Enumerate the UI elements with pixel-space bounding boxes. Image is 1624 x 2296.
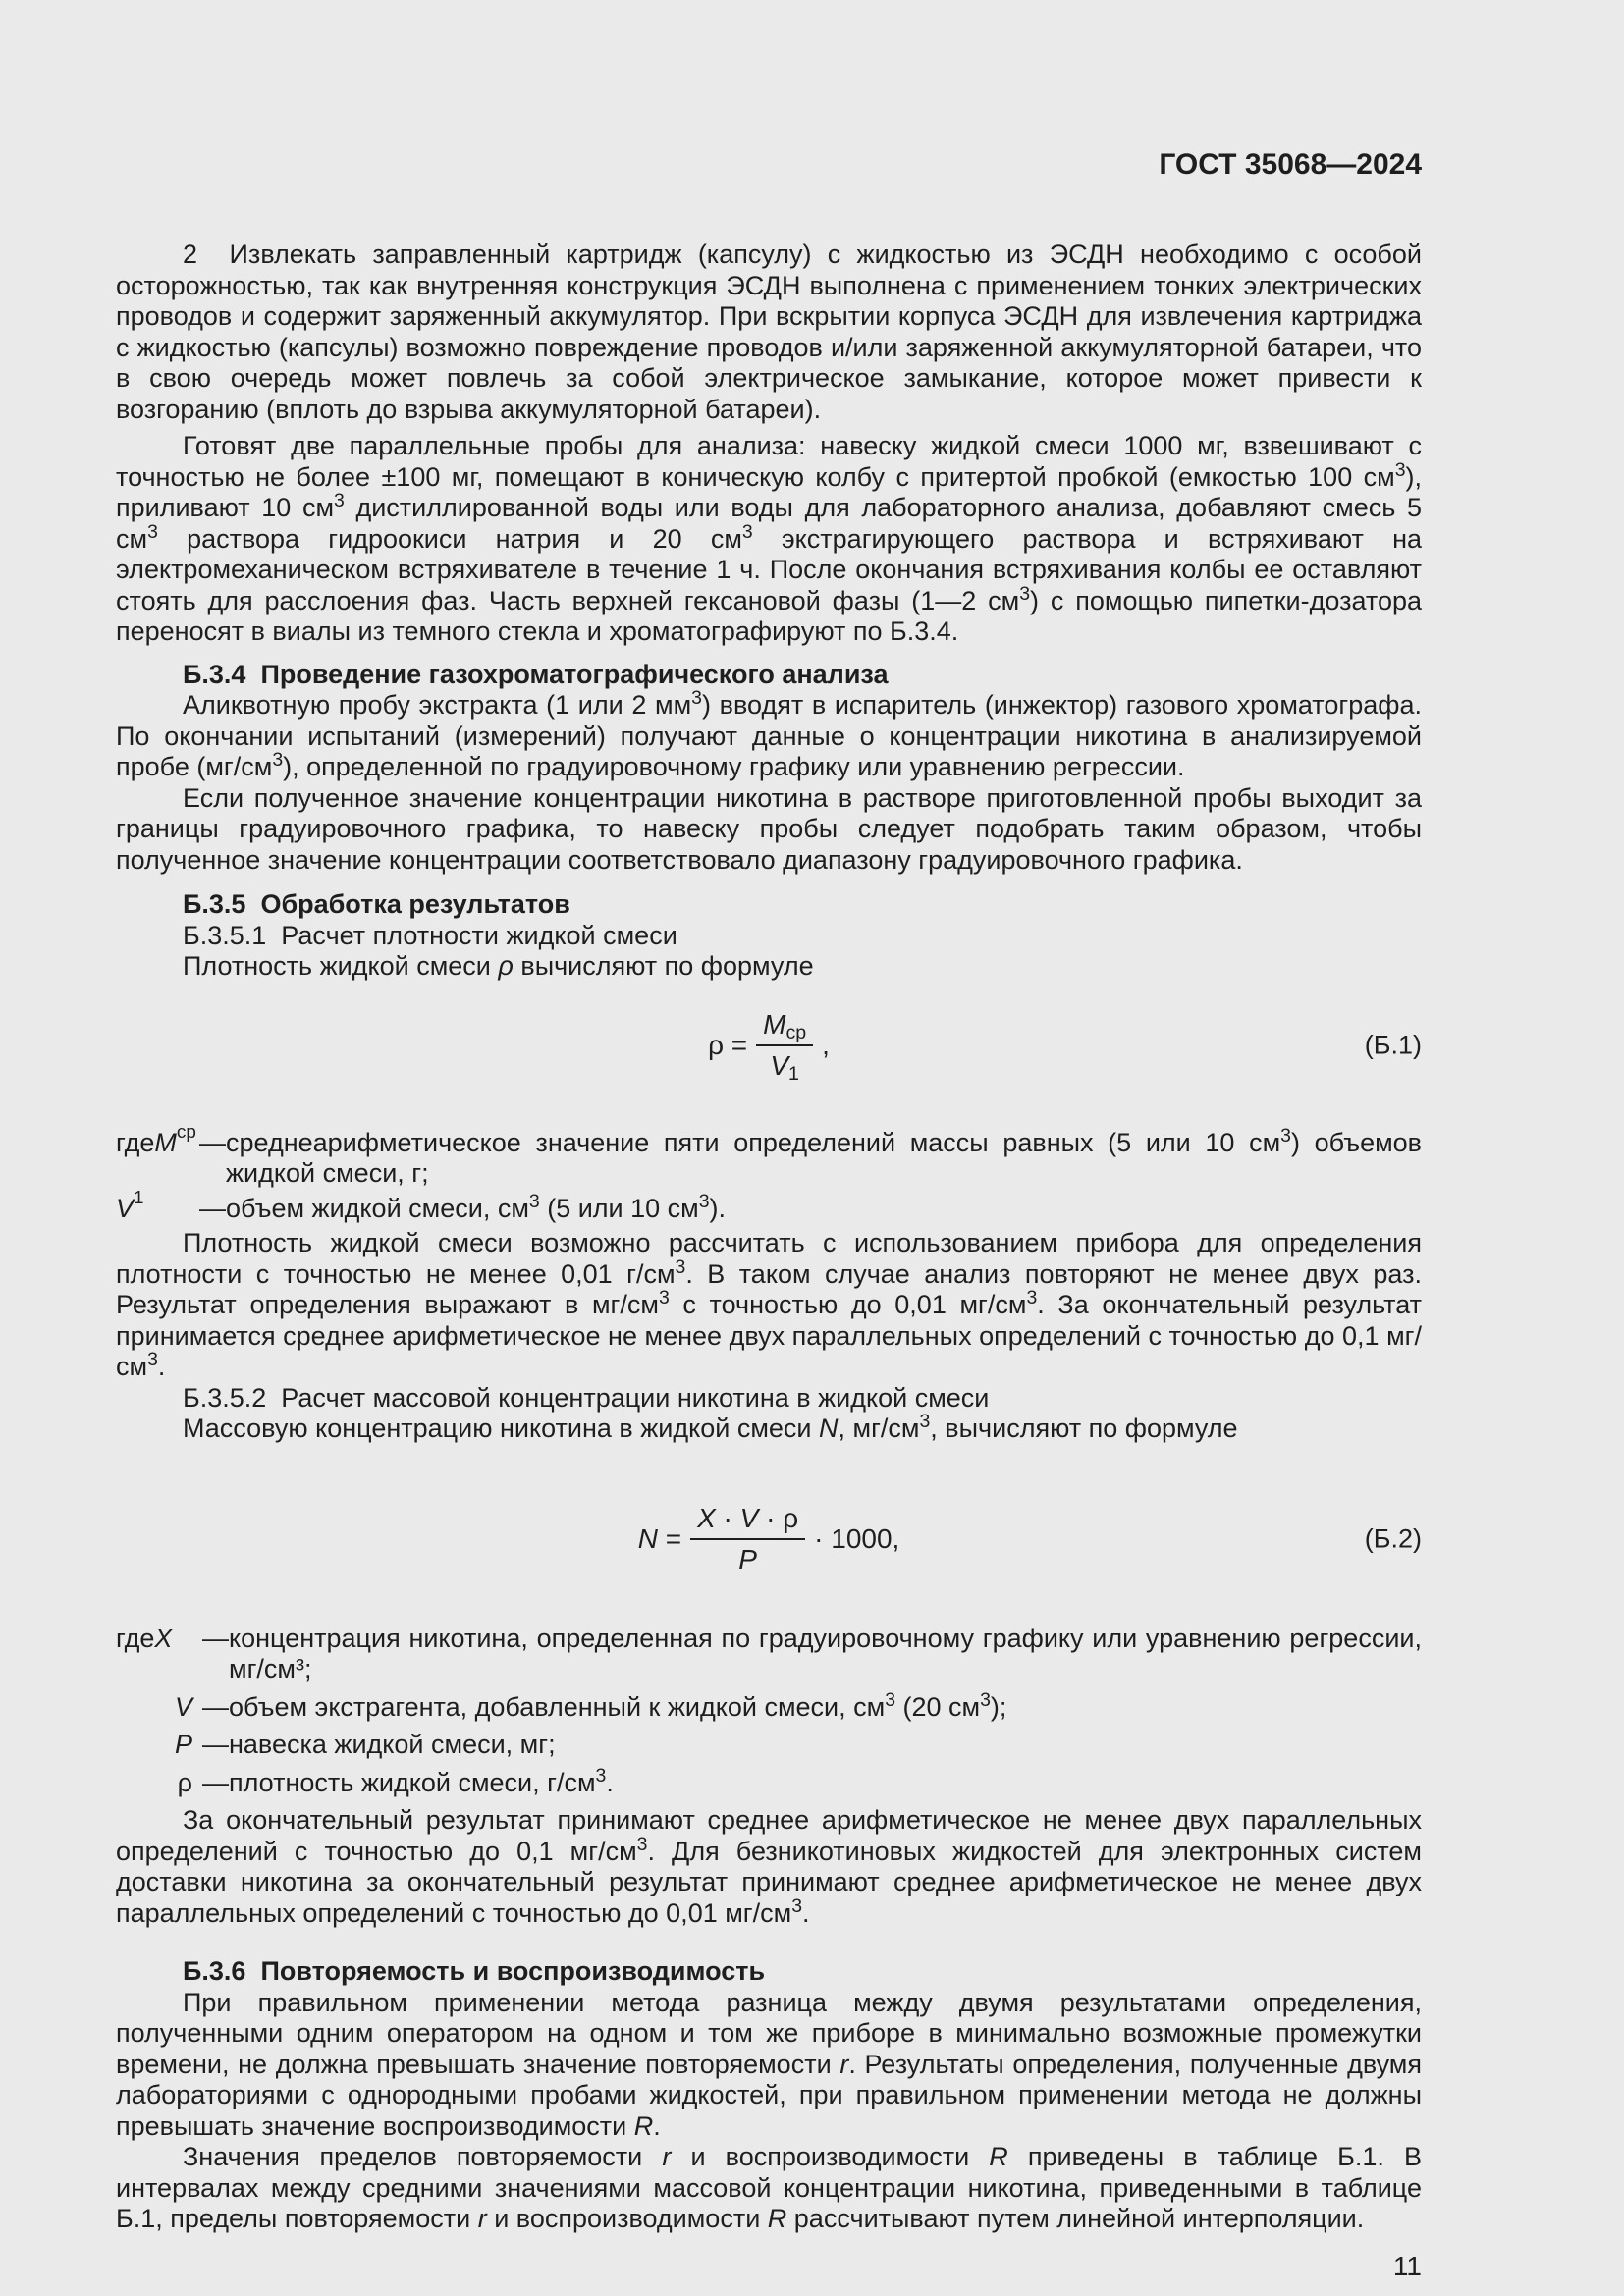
paragraph-density-note: Плотность жидкой смеси возможно рассчитать с использованием прибора для определения плотности с точностью не менее 0,01 $г/см^3$. В таком случае анализ повторяют не менее двух раз. Результат определения выражают в $мг/см^3$ с точностью до 0,01 $мг/см^3$. За окончательный результат принимается среднее арифметическое не менее двух параллельных определений с точностью до 0,1 $мг/см^3$. (116, 1228, 1422, 1381)
formula-b1-numerator: $M_{ср}$ (756, 1009, 813, 1046)
heading-b-3-6: Б.3.6 Повторяемость и воспроизводимость (183, 1956, 766, 1986)
paragraph-density-intro: Плотность жидкой смеси ρ вычисляют по формуле (183, 951, 814, 981)
definition-x (116, 1624, 1422, 1685)
definition-term: V (174, 1691, 192, 1722)
paragraph-limit-values: Значения пределов повторяемости r и воспроизводимости R приведены в таблице Б.1. В интервалах между средними значениями массовой концентрации никотина, приведенными в таблице Б.1, пределы повторяемости r и воспроизводимости R рассчитывают путем линейной интерполяции. (116, 2142, 1422, 2233)
formula-b1-lhs: ρ = (708, 1029, 748, 1060)
subheading-b-3-5-1: Б.3.5.1 Расчет плотности жидкой смеси (183, 920, 677, 950)
definition-v1 (116, 1187, 1422, 1225)
formula-b1-tail: , (822, 1029, 830, 1060)
paragraph-note-2: 2 Извлекать заправленный картридж (капсулу) с жидкостью из ЭСДН необходимо с особой осторожностью, так как внутренняя конструкция ЭСДН выполнена с применением тонких электрических проводов и содержит заряженный аккумулятор. При вскрытии корпуса ЭСДН для извлечения картриджа с жидкостью (капсулы) возможно повреждение проводов и/или заряженной аккумуляторной батареи, что в свою очередь может повлечь за собой электрическое замыкание, которое может привести к возгоранию (вплоть до взрыва аккумуляторной батареи). (116, 240, 1422, 424)
formula-b1 (116, 1000, 1422, 1091)
page-number: 11 (1392, 2250, 1422, 2281)
formula-b1-denominator: $V_1$ (770, 1049, 799, 1085)
definition-description: — объем жидкой смеси, $см^3$ (5 или 10 $см^3$). (199, 1190, 727, 1223)
formula-b2-lhs: N = (637, 1522, 682, 1554)
definition-description: — среднеарифметическое значение пяти определений массы равных (5 или 10 $см^3$) объемов жидкой смеси, г; (199, 1124, 1423, 1188)
formula-b2-numerator: X · V · ρ (690, 1503, 805, 1540)
definition-rho (116, 1764, 1422, 1799)
formula-b1-label: (Б.1) (1364, 1029, 1422, 1059)
definitions-formula-b1 (116, 1121, 1423, 1225)
definition-term: ρ (177, 1767, 192, 1797)
paragraph-sample-preparation: Готовят две параллельные пробы для анализа: навеску жидкой смеси 1000 мг, взвешивают с точностью не более ±100 мг, помещают в коническую колбу с притертой пробкой (емкостью 100 $см^3$), приливают 10 $см^3$ дистиллированной воды или воды для лабораторного анализа, добавляют смесь 5 $см^3$ раствора гидроокиси натрия и 20 $см^3$ экстрагирующего раствора и встряхивают на электромеханическом встряхивателе в течение 1 ч. После окончания встряхивания колбы ее оставляют стоять для расслоения фаз. Часть верхней гексановой фазы (1—2 $см^3$) с помощью пипетки-дозатора переносят в виалы из темного стекла и хроматографируют по Б.3.4. (116, 431, 1423, 646)
formula-b2-expression (638, 1503, 900, 1575)
paragraph-mass-concentration-intro: Массовую концентрацию никотина в жидкой смеси N, $мг/см^3$, вычисляют по формуле (183, 1411, 1238, 1443)
paragraph-aliquot: Аликвотную пробу экстракта (1 или 2 $мм^3$) вводят в испаритель (инжектор) газового хроматографа. По окончании испытаний (измерений) получают данные о концентрации никотина в анализируемой пробе $(мг/см^3)$, определенной по градуировочному графику или уравнению регрессии. (116, 687, 1422, 781)
paragraph-out-of-range: Если полученное значение концентрации никотина в растворе приготовленной пробы выходит за границы градуировочного графика, то навеску пробы следует подобрать таким образом, чтобы полученное значение концентрации соответствовало диапазону градуировочного графика. (116, 782, 1422, 875)
definition-term: где X (116, 1623, 173, 1653)
definitions-formula-b2 (116, 1624, 1422, 1799)
definition-term: V $_1$ (116, 1187, 144, 1223)
definition-v (116, 1688, 1422, 1724)
definition-description: — концентрация никотина, определенная по градуировочному графику или уравнению регрессии, мг/см³; (202, 1623, 1422, 1683)
definition-description: — объем экстрагента, добавленный к жидкой смеси, $см^3$ (20 $см^3$); (202, 1688, 1007, 1722)
formula-b2-tail: · 1000, (814, 1522, 900, 1554)
definition-m-avg (116, 1121, 1423, 1190)
formula-b2-denominator: P (738, 1543, 757, 1575)
formula-b1-fraction (756, 1008, 813, 1085)
definition-description: — навеска жидкой смеси, мг; (202, 1730, 556, 1759)
subheading-b-3-5-2: Б.3.5.2 Расчет массовой концентрации никотина в жидкой смеси (183, 1382, 990, 1413)
doc-number-header: ГОСТ 35068—2024 (1159, 148, 1422, 181)
heading-b-3-4: Б.3.4 Проведение газохроматографического анализа (183, 659, 889, 689)
definition-p (116, 1730, 1422, 1761)
formula-b2-fraction (690, 1503, 805, 1575)
definition-description: — плотность жидкой смеси, $г/см^3$. (202, 1764, 614, 1797)
formula-b2-label: (Б.2) (1364, 1522, 1422, 1553)
formula-b2 (116, 1494, 1422, 1584)
heading-b-3-5: Б.3.5 Обработка результатов (183, 889, 570, 919)
formula-b1-expression (708, 1008, 830, 1085)
definition-term: P (174, 1730, 192, 1759)
paragraph-final-result: За окончательный результат принимают среднее арифметическое не менее двух параллельных определений с точностью до 0,1 $мг/см^3$. Для безникотиновых жидкостей для электронных систем доставки никотина за окончательный результат принимают среднее арифметическое не менее двух параллельных определений с точностью до 0,01 $мг/см^3$. (116, 1805, 1422, 1928)
definition-term: где M $_{ср}$ (116, 1121, 196, 1157)
paragraph-repeatability: При правильном применении метода разница между двумя результатами определения, полученными одним оператором на одном и том же приборе в минимально возможные промежутки времени, не должна превышать значение повторяемости r. Результаты определения, полученные двумя лабораториями с однородными пробами жидкостей, при правильном применении метода не должны превышать значение воспроизводимости R. (116, 1987, 1422, 2141)
